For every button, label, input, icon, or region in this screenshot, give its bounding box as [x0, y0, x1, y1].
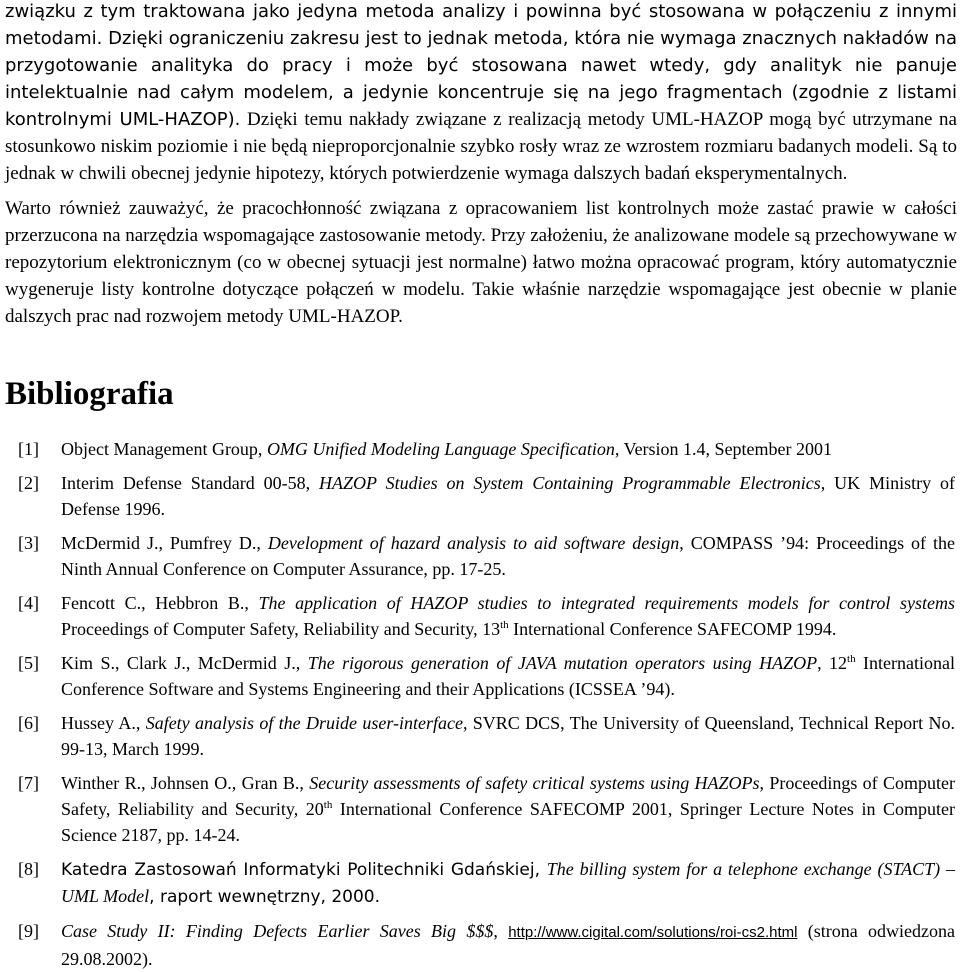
reference-title: OMG Unified Modeling Language Specification [266, 439, 615, 459]
paragraph-1 [5, 0, 957, 187]
reference-item [5, 530, 957, 582]
ordinal-suffix: th [500, 619, 509, 631]
reference-authors: Kim S., Clark J., McDermid J., [61, 653, 308, 673]
reference-authors: Object Management Group, [61, 439, 267, 459]
reference-text [61, 918, 957, 972]
reference-details: Proceedings of Computer Safety, Reliability and Security, 13 [61, 619, 501, 639]
reference-number: [6] [18, 713, 39, 733]
reference-title: The billing system for a telephone exchange (STACT) – UML Model [61, 859, 955, 906]
reference-item [5, 770, 957, 848]
reference-text [61, 650, 957, 702]
reference-text [61, 590, 957, 642]
reference-authors: McDermid J., Pumfrey D., [61, 533, 268, 553]
reference-text [61, 710, 957, 762]
ordinal-suffix: th [323, 799, 333, 811]
reference-number: [4] [18, 593, 39, 613]
reference-details: , Version 1.4, September 2001 [614, 439, 833, 459]
reference-title: Safety analysis of the Druide user-interface [145, 713, 463, 733]
reference-number: [1] [18, 439, 39, 459]
reference-number: [9] [18, 921, 39, 941]
bibliography-list [5, 436, 957, 972]
reference-text [61, 856, 957, 910]
paragraph-2: Warto również zauważyć, że pracochłonność związana z opracowaniem list kontrolnych może zastać prawie w całości przerzucona na narzędzia wspomagające zastosowanie metody. Przy założeniu, że analizowane modele są przechowywane w repozytorium elektronicznym (co w obecnej sytuacji jest normalne) łatwo można opracować program, który automatycznie wygeneruje listy kontrolne dotyczące połączeń w modelu. Takie właśnie narzędzie wspomagające jest obecnie w planie dalszych prac nad rozwojem metody UML-HAZOP. [5, 198, 958, 327]
reference-number: [7] [18, 773, 39, 793]
reference-title: Case Study II: Finding Defects Earlier Saves Big $$$ [61, 921, 494, 941]
ordinal-suffix: th [847, 653, 856, 665]
reference-number: [3] [18, 533, 39, 553]
reference-title: The application of HAZOP studies to integrated requirements models for control systems [258, 593, 955, 613]
reference-authors: Hussey A., [61, 713, 146, 733]
reference-number: [8] [18, 859, 39, 879]
reference-link[interactable]: http://www.cigital.com/solutions/roi-cs2.html [508, 924, 798, 941]
reference-item [5, 436, 957, 462]
reference-details-end: International Conference Software and Systems Engineering and their Applications (ICSSEA ’94). [61, 653, 956, 699]
reference-text [61, 470, 957, 522]
reference-details: , Proceedings of Computer Safety, Reliability and Security, 20 [61, 773, 955, 819]
reference-authors: Interim Defense Standard 00-58, [61, 473, 320, 493]
paragraph-1-serif-text: związane z realizacją metody UML-HAZOP mogą być utrzymane na stosunkowo niskim poziomie i nie będą nieproporcjonalnie szybko rosły wraz ze wzrostem rozmiaru badanych modeli. Są to jednak w chwili obecnej jedynie hipotezy, których potwierdzenie wymaga dalszych badań eksperymentalnych. [5, 109, 957, 184]
reference-details: , UK Ministry of Defense 1996. [61, 473, 955, 519]
reference-details: , [493, 921, 509, 941]
reference-details-end: International Conference SAFECOMP 1994. [508, 619, 837, 639]
reference-authors: Katedra Zastosowań Informatyki Politechniki Gdańskiej, [61, 860, 547, 880]
paragraph-1-sans-text: związku z tym traktowana jako jedyna metoda analizy i powinna być stosowana w połączeniu z innymi metodami. Dzięki ograniczeniu zakresu jest to jednak metoda, która nie wymaga znacznych nakładów na przygotowanie analityka do pracy i może być stosowana nawet wtedy, gdy analityk nie panuje intelektualnie nad całym modelem, a jedynie koncentruje się na jego fragmentach (zgodnie z listami kontrolnymi UML-HAZOP). [5, 1, 957, 130]
reference-title: The rigorous generation of JAVA mutation operators using HAZOP [307, 653, 818, 673]
reference-details: , raport wewnętrzny, 2000. [149, 887, 381, 907]
reference-text [61, 436, 957, 462]
reference-details: , SVRC DCS, The University of Queensland, Technical Report No. 99-13, March 1999. [61, 713, 955, 759]
reference-item [5, 710, 957, 762]
reference-item [5, 856, 957, 910]
reference-item [5, 918, 957, 972]
reference-item [5, 650, 957, 702]
bibliography-heading: Bibliografia [5, 376, 174, 412]
reference-text [61, 770, 957, 848]
reference-details: , COMPASS ’94: Proceedings of the Ninth Annual Conference on Computer Assurance, pp. 17-25. [61, 533, 955, 579]
reference-item [5, 470, 957, 522]
reference-authors: Fencott C., Hebbron B., [61, 593, 259, 613]
reference-text [61, 530, 957, 582]
reference-details-end: International Conference SAFECOMP 2001, Springer Lecture Notes in Computer Science 2187, pp. 14-24. [61, 799, 955, 845]
reference-number: [2] [18, 473, 39, 493]
paragraph-1-serif-start: Dzięki temu nakłady [247, 109, 410, 130]
reference-authors: Winther R., Johnsen O., Gran B., [61, 773, 310, 793]
reference-number: [5] [18, 653, 39, 673]
reference-details-end: (strona odwiedzona 29.08.2002). [61, 921, 956, 969]
reference-title: Security assessments of safety critical systems using HAZOPs [309, 773, 760, 793]
reference-title: HAZOP Studies on System Containing Programmable Electronics [319, 473, 821, 493]
reference-title: Development of hazard analysis to aid software design [267, 533, 680, 553]
reference-details: , 12 [817, 653, 848, 673]
reference-item [5, 590, 957, 642]
